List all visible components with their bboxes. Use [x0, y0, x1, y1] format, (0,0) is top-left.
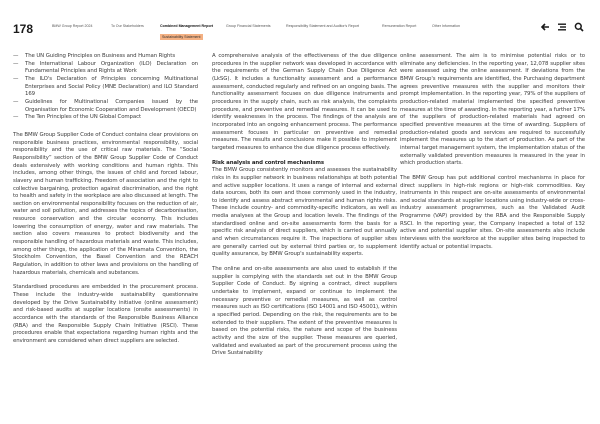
sub-nav-sustainability-statement[interactable]: Sustainability Statement: [162, 35, 201, 39]
section-heading: Risk analysis and control mechanisms: [212, 159, 324, 166]
list-item: — The Ten Principles of the UN Global Compact: [13, 114, 198, 122]
risk-analysis-paragraph: The BMW Group consistently monitors and assesses the sustainability risks in its supplier network in business relationships at both potential and active supplier locations. It uses a range of internal and external data sources, both its own and those commonly used in the industry, to identify and assess abstract environmental and human rights risks. These include country- and commodity-specific indicators, as well as media analyses at the Group and location levels. The findings of the standardised online and on-site assessments form the basis for a specific risk analysis of direct suppliers, which is carried out annually and when circumstances require it. The inspections of supplier sites are generally carried out by external third parties or, to supplement quality assurance, by BMW Group's sustainability experts.: [212, 167, 397, 258]
report-header: [0, 0, 600, 40]
menu-icon[interactable]: [557, 22, 567, 32]
search-icon[interactable]: [574, 22, 584, 32]
list-item: — The UN Guiding Principles on Business and Human Rights: [13, 53, 198, 61]
list-item: — The International Labour Organization (ILO) Declaration on Fundamental Principles and Rights at Work: [13, 61, 198, 76]
online-onsite-assessments-paragraph: The online and on-site assessments are also used to establish if the supplier is complying with the standards set out in the BMW Group Supplier Code of Conduct. By signing a contract, direct suppliers undertake to implement, expand or continue to implement the necessary preventive or remedial measures, as well as control measures such as ISO certifications (ISO 14001 and ISO 45001), within a specified period. Depending on the risk, the requirements are to be extended to their suppliers. The extent of the preventive measures is based on the potential risks, the nature and scope of the business activity and the size of the supplier. These measures are queried, validated and evaluated as part of the procurement process using the Drive Sustainability: [212, 266, 397, 357]
list-item: — The ILO's Declaration of Principles concerning Multinational Enterprises and Social Policy (MNE Declaration) and ILO Standard 169: [13, 76, 198, 99]
nav-group-financial-statements[interactable]: Group Financial Statements: [226, 24, 271, 28]
nav-remuneration-report[interactable]: Remuneration Report: [382, 24, 417, 28]
supplier-code-paragraph: The BMW Group Supplier Code of Conduct contains clear provisions on responsible business practices, environmental responsibility, social responsibility and the use of critical raw materials. The “Social Responsibility” section of the BMW Group Supplier Code of Conduct deals extensively with working conditions and human rights. This includes, among other things, the issues of child and forced labour, slavery and human trafficking. Freedom of association and the right to collective bargaining, protection against discrimination, and the right to health and safety in the workplace are also discussed at length. The section on environmental responsibility focuses on the reduction of air, water and soil pollution, and addresses the topics of decarbonisation, resource conservation and the circular economy. This includes lowering the consumption of energy, water and raw materials. The section also covers measures to protect biodiversity and the responsible handling of hazardous materials and waste. This includes, among other things, the application of the Minamata Convention, the Stockholm Convention, the Basel Convention and the REACH Regulation, in addition to other laws and provisions on the handling of hazardous materials, chemicals and substances.: [13, 131, 198, 276]
back-arrow-icon[interactable]: [540, 22, 550, 32]
nav-report-home[interactable]: BMW Group Report 2024: [52, 24, 93, 28]
page-number: 178: [13, 22, 34, 36]
online-assessment-paragraph: online assessment. The aim is to minimise potential risks or to eliminate any deficiencies. In the reporting year, 12,078 supplier sites were assessed using the online assessment. If deviations from the BMW Group's requirements are identified, the Purchasing department agrees preventive measures with the supplier and monitors their prompt implementation. In the reporting year, 79% of the suppliers of production-related material implemented the specified preventive measures at the time of awarding. In the reporting year, a further 17% of the suppliers of production-related materials had agreed on specified preventive measures at the time of awarding. Suppliers of production-related goods and services are required to successfully implement the measures up to the start of production. As part of the internal target management system, the implementation status of the externally validated prevention measures is measured in the year in which production starts.: [400, 53, 585, 167]
nav-other-information[interactable]: Other Information: [432, 24, 460, 28]
control-mechanisms-paragraph: The BMW Group has put additional control mechanisms in place for direct suppliers in high-risk regions or high-risk commodities. Key instruments in this respect are on-site assessments of environmental and social standards at supplier locations using industry-wide or cross-industry assessment programmes, such as the Validated Audit Programme (VAP) provided by the RBA and the Responsible Supply RSCI. In the reporting year, the Company inspected a total of 132 active and potential supplier sites. On-site assessments also include interviews with the workforce at the supplier sites being inspected to identify actual or potential impacts.: [400, 174, 585, 250]
nav-to-our-stakeholders[interactable]: To Our Stakeholders: [111, 24, 144, 28]
column-2: [212, 53, 397, 358]
header-toolbar: [540, 22, 584, 32]
principles-list: [13, 53, 198, 122]
nav-responsibility-statement[interactable]: Responsibility Statement and Auditor's Report: [286, 24, 359, 28]
list-item: — Guidelines for Multinational Companies issued by the Organisation for Economic Cooperation and Development (OECD): [13, 99, 198, 114]
standardised-procedures-paragraph: Standardised procedures are embedded in the procurement process. These include the industry-wide sustainability questionnaire developed by the Drive Sustainability initiative (online assessment) and risk-based audits at supplier locations (onsite assessments) in accordance with the standards of the Responsible Business Alliance (RBA) and the Responsible Supply Chain Initiative (RSCI). These procedures enable that expectations regarding human rights and the environment are considered when direct suppliers are selected.: [13, 284, 198, 344]
effectiveness-analysis-paragraph: A comprehensive analysis of the effectiveness of the due diligence procedures in the supplier network was developed in accordance with the requirements of the German Supply Chain Due Diligence Act (LkSG). It includes a functionality assessment and a performance assessment, conducted regularly and refined on an ongoing basis. The functionality assessment focuses on due diligence instruments and procedures in the supply chain, such as risk analysis, the complaints procedure, and preventive and remedial measures. It can be used to identify weaknesses in the process. The findings of the analysis are incorporated into an ongoing enhancement process. The performance assessment focuses in particular on preventive and remedial measures. The results and conclusions make it possible to implement targeted measures to enhance the due diligence process effectively.: [212, 53, 397, 151]
column-1: [13, 53, 198, 346]
column-3: [400, 53, 585, 251]
nav-combined-management-report[interactable]: Combined Management Report: [160, 24, 214, 28]
